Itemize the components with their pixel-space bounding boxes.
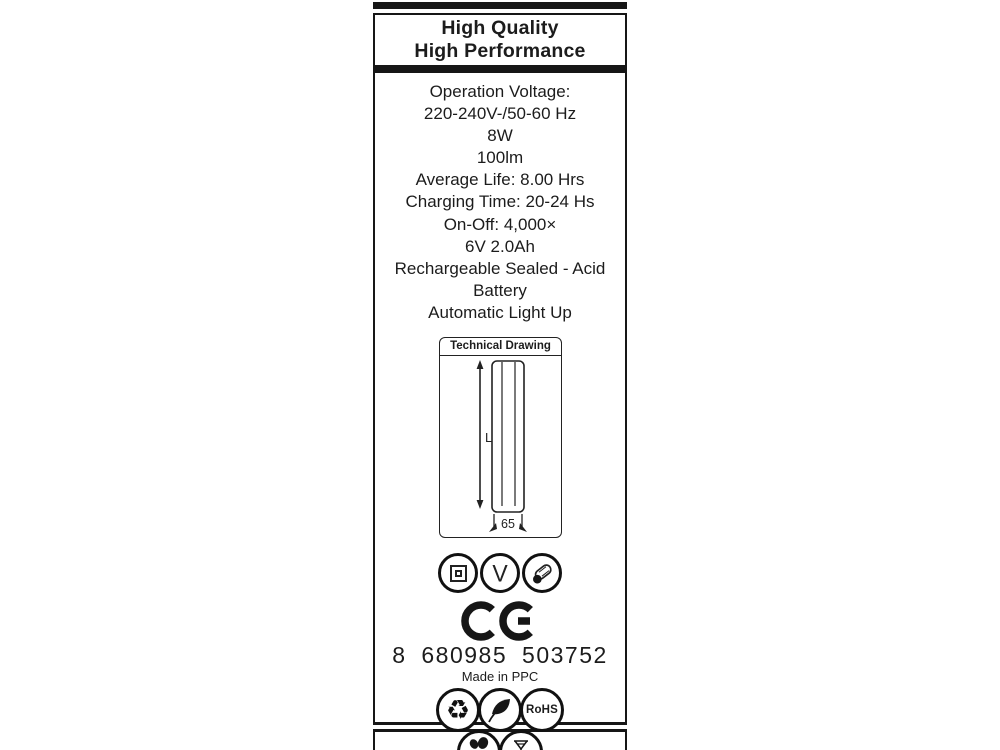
spec-line: Average Life: 8.00 Hrs — [415, 170, 585, 190]
ce-mark-icon — [461, 599, 539, 643]
voltage-v-icon: V — [480, 553, 520, 593]
spec-list — [375, 81, 625, 324]
top-separator-bar — [373, 2, 627, 9]
recycle-icon: ♻ — [436, 688, 480, 732]
spec-line: Charging Time: 20-24 Hs — [405, 192, 595, 212]
spec-line: On-Off: 4,000× — [443, 214, 557, 234]
spec-line: Rechargeable Sealed - Acid — [394, 258, 606, 278]
length-dimension-label: L — [485, 430, 493, 445]
spec-line: 8W — [487, 126, 513, 146]
rohs-icon: RoHS — [520, 688, 564, 732]
technical-drawing-title: Technical Drawing — [439, 337, 562, 356]
spec-line: 6V 2.0Ah — [465, 236, 535, 256]
origin-text: Made in PPC — [461, 669, 539, 684]
technical-drawing-diagram — [439, 356, 562, 538]
leaf-icon — [478, 688, 522, 732]
spec-line: Automatic Light Up — [428, 302, 572, 322]
spec-line: 220-240V-/50-60 Hz — [423, 104, 577, 124]
header-line-1: High Quality — [441, 17, 559, 39]
spec-line: Operation Voltage: — [429, 82, 571, 101]
header-line-2: High Performance — [414, 40, 586, 62]
double-insulation-icon — [438, 553, 478, 593]
barcode-number: 8 680985 503752 — [392, 642, 608, 668]
spec-line: 100lm — [476, 148, 524, 168]
lamp-icon — [522, 553, 562, 593]
header-box — [373, 13, 627, 67]
spec-line: Battery — [473, 280, 527, 300]
width-dimension-label: 65 — [501, 517, 515, 531]
